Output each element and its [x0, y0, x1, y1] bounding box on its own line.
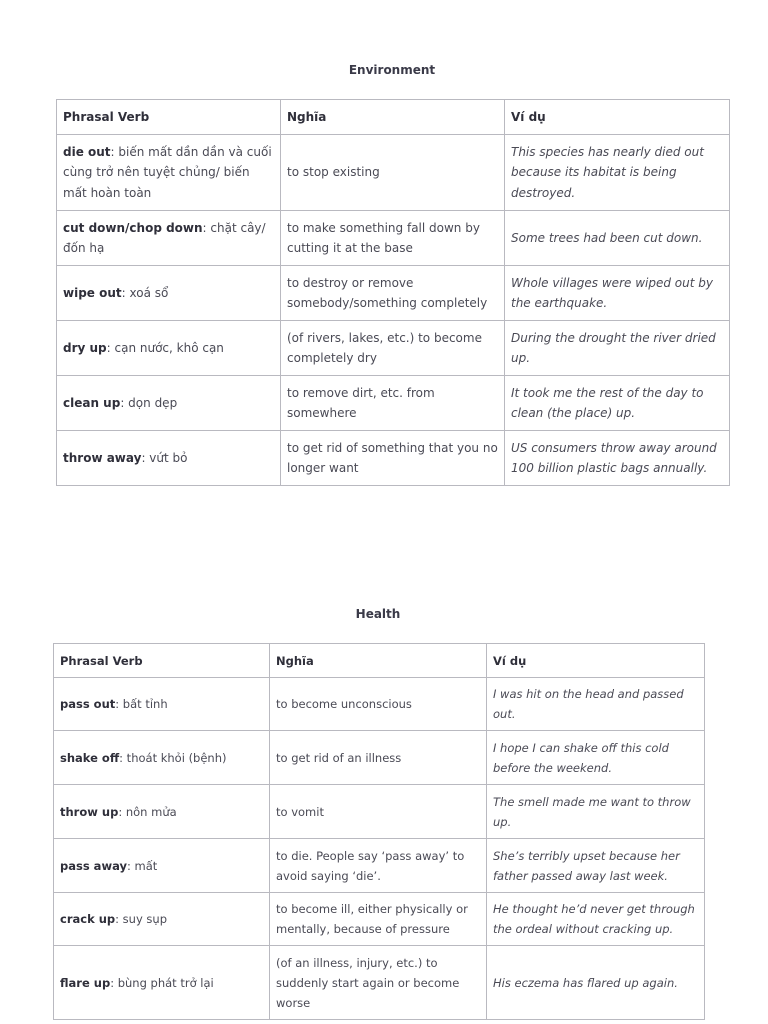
example-cell: His eczema has flared up again.	[487, 946, 705, 1020]
table-row	[54, 731, 705, 785]
meaning-cell: to stop existing	[281, 135, 505, 211]
header-phrasal-verb: Phrasal Verb	[57, 100, 281, 135]
table-row	[54, 946, 705, 1020]
phrasal-verb-cell	[57, 266, 281, 321]
vietnamese-meaning: : cạn nước, khô cạn	[106, 340, 224, 355]
phrasal-verb-cell	[54, 785, 270, 839]
vietnamese-meaning: : vứt bỏ	[141, 450, 188, 465]
table-row	[54, 839, 705, 893]
table-row	[57, 321, 730, 376]
example-cell: He thought he’d never get through the ordeal without cracking up.	[487, 893, 705, 946]
table-header-row	[57, 100, 730, 135]
table-row	[57, 135, 730, 211]
phrasal-verb: throw up	[60, 804, 119, 819]
meaning-cell: to get rid of something that you no longer want	[281, 431, 505, 486]
header-example: Ví dụ	[505, 100, 730, 135]
meaning-cell: to vomit	[270, 785, 487, 839]
vietnamese-meaning: : chặt cây/ đốn hạ	[63, 220, 266, 255]
meaning-cell: to make something fall down by cutting it at the base	[281, 211, 505, 266]
phrasal-verb-cell	[54, 839, 270, 893]
phrasal-verb-cell	[54, 893, 270, 946]
section-title-health: Health	[355, 607, 401, 621]
table-row	[57, 266, 730, 321]
phrasal-verb-cell	[57, 321, 281, 376]
phrasal-verb-cell	[54, 731, 270, 785]
phrasal-verb-cell	[54, 678, 270, 731]
table-row	[57, 431, 730, 486]
phrasal-verb: wipe out	[63, 285, 122, 300]
meaning-cell: to die. People say ‘pass away’ to avoid saying ‘die’.	[270, 839, 487, 893]
meaning-cell: to destroy or remove somebody/something completely	[281, 266, 505, 321]
example-cell: Some trees had been cut down.	[505, 211, 730, 266]
header-example: Ví dụ	[487, 644, 705, 678]
example-cell: This species has nearly died out because its habitat is being destroyed.	[505, 135, 730, 211]
meaning-cell: to become ill, either physically or mentally, because of pressure	[270, 893, 487, 946]
phrasal-verb-cell	[57, 376, 281, 431]
phrasal-verb: clean up	[63, 395, 121, 410]
vietnamese-meaning: : biến mất dần dần và cuối cùng trở nên tuyệt chủng/ biến mất hoàn toàn	[63, 144, 272, 200]
example-cell: US consumers throw away around 100 billion plastic bags annually.	[505, 431, 730, 486]
vietnamese-meaning: : suy sụp	[115, 912, 167, 926]
vietnamese-meaning: : dọn dẹp	[120, 395, 178, 410]
table-row	[54, 785, 705, 839]
example-cell: During the drought the river dried up.	[505, 321, 730, 376]
example-cell: It took me the rest of the day to clean (the place) up.	[505, 376, 730, 431]
phrasal-verb: cut down/chop down	[63, 220, 203, 235]
phrasal-verb: throw away	[63, 450, 142, 465]
phrasal-verb: flare up	[60, 975, 111, 990]
phrasal-verb-cell	[57, 431, 281, 486]
phrasal-verb: shake off	[60, 750, 120, 765]
meaning-cell: to remove dirt, etc. from somewhere	[281, 376, 505, 431]
example-cell: The smell made me want to throw up.	[487, 785, 705, 839]
environment-table	[56, 99, 730, 486]
vietnamese-meaning: : xoá sổ	[121, 285, 169, 300]
vietnamese-meaning: : thoát khỏi (bệnh)	[119, 750, 227, 765]
meaning-cell: (of an illness, injury, etc.) to suddenly start again or become worse	[270, 946, 487, 1020]
meaning-cell: (of rivers, lakes, etc.) to become completely dry	[281, 321, 505, 376]
phrasal-verb: pass out	[60, 697, 116, 711]
header-meaning: Nghĩa	[270, 644, 487, 678]
header-phrasal-verb: Phrasal Verb	[54, 644, 270, 678]
vietnamese-meaning: : mất	[126, 858, 158, 873]
table-row	[57, 376, 730, 431]
meaning-cell: to become unconscious	[270, 678, 487, 731]
vietnamese-meaning: : nôn mửa	[118, 804, 177, 819]
phrasal-verb-cell	[57, 135, 281, 211]
table-row	[57, 211, 730, 266]
phrasal-verb: pass away	[60, 858, 127, 873]
phrasal-verb-cell	[57, 211, 281, 266]
example-cell: She’s terribly upset because her father passed away last week.	[487, 839, 705, 893]
section-title-environment: Environment	[348, 63, 436, 77]
phrasal-verb-cell	[54, 946, 270, 1020]
phrasal-verb: crack up	[60, 912, 116, 926]
meaning-cell: to get rid of an illness	[270, 731, 487, 785]
example-cell: I hope I can shake off this cold before the weekend.	[487, 731, 705, 785]
phrasal-verb: die out	[63, 144, 111, 159]
vietnamese-meaning: : bùng phát trở lại	[110, 975, 214, 990]
example-cell: I was hit on the head and passed out.	[487, 678, 705, 731]
header-meaning: Nghĩa	[281, 100, 505, 135]
health-table	[53, 643, 705, 1020]
table-row	[54, 678, 705, 731]
table-row	[54, 893, 705, 946]
vietnamese-meaning: : bất tỉnh	[115, 697, 168, 711]
phrasal-verb: dry up	[63, 340, 107, 355]
example-cell: Whole villages were wiped out by the earthquake.	[505, 266, 730, 321]
table-header-row	[54, 644, 705, 678]
